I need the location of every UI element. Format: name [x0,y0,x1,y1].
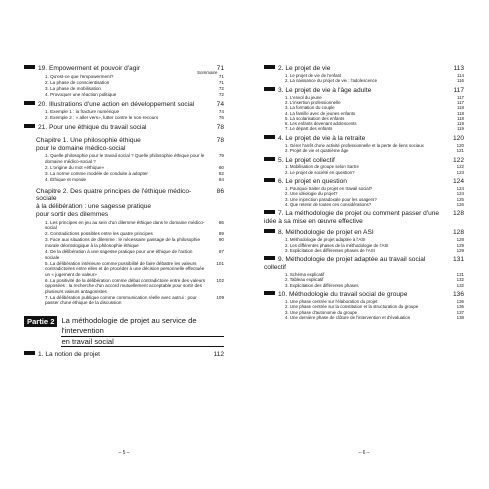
running-header: Sommaire [197,70,218,75]
page-number: 118 [457,115,464,121]
chapter-title-line: Chapitre 2. Des quatre principes de l'éthique médico-sociale [36,187,192,203]
page-number: 90 [218,237,224,243]
page-number: 119 [457,126,464,132]
toc-chapter[interactable] [24,188,224,220]
toc-subsection[interactable] [24,249,224,260]
page-number: 117 [457,100,464,106]
toc-section[interactable] [264,87,464,95]
entry-title: 5. La scolarisation des enfants [285,115,345,121]
right-folio: – 6 – [358,450,370,456]
page-number: 129 [456,247,464,253]
section-bullet-bar [24,124,35,128]
page-number: 120 [452,134,464,142]
entry-title: 2. Tableau explicatif [285,277,324,283]
entry-title: 6. Les enfants devenant adolescents [285,121,357,127]
toc-subsection[interactable] [24,92,224,98]
entry-title: 7. La méthodologie de projet ou comment passer d'une idée à sa mise en œuvre effective [264,210,440,226]
toc-subsection[interactable] [24,80,224,86]
toc-subsection[interactable] [264,315,464,320]
entry-title: 2. Le projet de société en question? [285,169,355,175]
chapter-title-line: Chapitre 1. Une philosophie éthique [36,136,141,144]
toc-subsection[interactable] [24,109,224,115]
entry-title: 1. L'envol du jeune [285,94,322,100]
part-title [61,316,224,348]
entry-title: 7. La délibération publique comme communication réelle avec autrui : pour passer d'une éthique de la discussion [45,294,197,306]
right-page [264,62,464,320]
entry-title: 1. Schéma explicatif [285,272,325,278]
toc-subsection[interactable] [24,74,224,80]
part-title-line: La méthodologie de projet au service de l'intervention [61,316,224,337]
page-number: 114 [457,73,464,79]
toc-subsection[interactable] [24,86,224,92]
page-number: 113 [453,65,464,73]
toc-section[interactable] [264,135,464,143]
entry-title: 2. Les différentes phases de la méthodologie de l'ASI [285,242,389,248]
entry-title: 3. Explicitation des différentes phases de l'ASI [285,247,375,253]
section-bullet-bar [264,229,275,233]
page-number: 86 [218,219,224,225]
toc-subsection[interactable] [24,231,224,237]
section-bullet-bar [264,135,275,139]
entry-title: 19. Empowerment et pouvoir d'agir [38,65,141,73]
toc-subsection[interactable] [264,202,464,207]
entry-title: 2. La phase de conscientisation [45,79,110,85]
page-number: 122 [456,164,464,170]
page-number: 122 [452,156,464,164]
entry-title: 2. Le projet de vie [278,65,331,73]
entry-title: 4. Éthique et morale [45,177,87,183]
section-bullet-bar [264,256,275,260]
page-number: 79 [218,153,224,159]
toc-subsection[interactable] [24,220,224,231]
page-number: 76 [218,115,224,121]
entry-title: 2. La naissance du projet de vie : l'adolescence [285,78,378,84]
entry-title: 1. La notion de projet [38,350,100,358]
page-number: 138 [456,314,464,320]
section-bullet-bar [264,210,275,214]
entry-title: 3. Explicitation des différentes phases [285,282,359,288]
page-number: 101 [216,260,224,266]
page-number: 82 [218,170,224,176]
chapter-title-line: à la délibération : une sagesse pratique [36,203,152,211]
entry-title: 5. La délibération intérieure comme possibilité de faire débattre les valeurs contradictoires entre elles et de procéder à une décision personnelle effectuée un « jugement de valeur» [45,260,205,277]
entry-title: 9. Méthodologie de projet adaptée au travail social collectif [264,256,426,272]
chapter-title-line: pour le domaine médico-social [36,144,126,152]
page-number: 129 [456,242,464,248]
section-bullet-bar [24,351,35,355]
page-number: 121 [456,148,464,154]
entry-title: 7. Le départ des enfants [285,126,333,132]
toc-subsection[interactable] [264,126,464,131]
entry-title: 2. Projet de vie et quatrième âge [285,148,349,154]
page-number: 126 [456,201,464,207]
entry-title: 3. Une phase d'autonomie du groupe [285,309,358,315]
toc-section[interactable] [24,124,224,132]
page-number: 71 [218,73,224,79]
page-number: 131 [452,256,464,264]
page-number: 123 [456,169,464,175]
page-number: 84 [218,177,224,183]
toc-subsection[interactable] [264,248,464,253]
entry-title: 4. De la délibération à une sagesse pratique pour une éthique de l'action sociale [45,249,193,260]
page-number: 74 [216,100,224,108]
page-number: 128 [456,237,464,243]
toc-subsection[interactable] [264,148,464,153]
page-number: 136 [456,299,464,305]
toc-section[interactable] [24,101,224,109]
entry-title: 1. Mobilisation de groupe selon Sartre [285,164,359,170]
entry-title: 2. Contradictions possibles entre les quatre principes [45,231,153,237]
entry-title: 3. La formation du couple [285,105,335,111]
entry-title: 6. Le projet en question [278,178,347,186]
toc-subsection[interactable] [24,177,224,183]
entry-title: 1. Gérer l'arrêt d'une activité professionnelle et la perte de liens sociaux [285,142,424,148]
toc-section[interactable] [264,178,464,186]
section-bullet-bar [264,65,275,69]
page-number: 102 [216,277,224,283]
page-number: 128 [452,229,464,237]
section-bullet-bar [264,291,275,295]
page-number: 72 [218,91,224,97]
page-number: 97 [218,249,224,255]
toc-subsection[interactable] [24,171,224,177]
page-number: 78 [216,123,224,131]
toc-subsection[interactable] [264,170,464,175]
toc-subsection[interactable] [264,283,464,288]
chapter-title-line: pour sortir des dilemmes [36,211,109,219]
page-number: 71 [216,65,224,73]
entry-title: 1. Qu'est-ce que l'empowerment? [45,73,114,79]
left-page [24,62,224,358]
entry-title: 4. Que retenir de toutes ces considérations? [285,201,372,207]
entry-title: 4. Provoquer une réaction politique [45,91,117,97]
toc-section[interactable] [264,65,464,73]
entry-title: 4. Le projet de vie à la retraite [278,134,366,142]
page-number: 119 [457,121,464,127]
part-title-line: en travail social [61,337,224,348]
page-number: 128 [452,210,464,218]
toc-subsection[interactable] [24,278,224,295]
page-number: 86 [216,187,224,195]
part-heading[interactable] [24,316,224,348]
toc-section[interactable] [264,157,464,165]
page-number: 109 [216,294,224,300]
entry-title: 3. La norme comme modèle de conduite à adopter [45,170,148,176]
page-number: 131 [456,272,464,278]
entry-title: 1. Le projet de vie de l'enfant [285,73,342,79]
entry-title: 1. Méthodologie de projet adaptée à l'ASI [285,237,366,243]
entry-title: 1. Une phase centrée sur l'élaboration du projet [285,299,378,305]
page-number: 80 [218,164,224,170]
toc-section[interactable] [264,210,464,226]
page-number: 136 [452,291,464,299]
entry-title: 10. Méthodologie du travail social de groupe [278,291,408,299]
toc-section[interactable] [24,351,224,359]
section-bullet-bar [264,87,275,91]
section-bullet-bar [24,101,35,105]
page-number: 136 [456,304,464,310]
entry-title: 6. La positivité de la délibération comme débat contradictoire entre des valeurs opposées : la recherche d'un accord mutuellement acceptable pour sortir des plusieurs valeurs antagonistes [45,277,206,294]
entry-title: 3. Face aux situations de dilemme : le nécessaire passage de la philosophie morale déontologique à la philosophie éthique [45,237,201,248]
page-number: 118 [457,110,464,116]
page-number: 117 [453,86,464,94]
page-number: 120 [456,142,464,148]
page-number: 89 [218,231,224,237]
page-number: 117 [457,94,464,100]
entry-title: 2. Une phase centrée sur la constitution et la structuration du groupe [285,304,419,310]
entry-title: 3. La phase de mobilisation [45,85,101,91]
page-number: 124 [456,186,464,192]
entry-title: 4. La famille avec de jeunes enfants [285,110,356,116]
entry-title: 1. Les principes en jeu au sein d'un dilemme éthique dans le domaine médico-social [45,219,205,231]
toc-section[interactable] [264,291,464,299]
toc-subsection[interactable] [264,78,464,83]
entry-title: 1. Pourquoi traiter du projet en travail social? [285,186,373,192]
page-number: 124 [456,191,464,197]
toc-subsection[interactable] [24,237,224,248]
entry-title: 1. Quelle philosophie pour le travail social ? Quelle philosophie éthique pour le domaine médico-social ? [45,153,205,164]
page-number: 78 [216,136,224,144]
toc-chapter[interactable] [24,137,224,153]
toc-subsection[interactable] [24,165,224,171]
page-number: 112 [213,350,224,358]
entry-title: 5. Le projet collectif [278,156,335,164]
part-tag: Partie 2 [24,316,57,327]
left-folio: – 5 – [118,450,130,456]
section-bullet-bar [24,65,35,69]
entry-title: 2. Exemple 2 : « aller vers», lutter contre le non-recours [45,115,159,121]
toc-subsection[interactable] [24,115,224,121]
entry-title: 1. Exemple 1 : la fracture numérique [45,109,120,115]
page-number: 124 [452,178,464,186]
entry-title: 4. Une dernière phase de clôture de l'intervention et d'évaluation [285,314,411,320]
toc-section[interactable] [264,256,464,272]
page-number: 116 [457,78,464,84]
page-number: 71 [218,79,224,85]
page-number: 118 [457,105,464,111]
page-number: 132 [456,282,464,288]
entry-title: 2. L'insertion professionnelle [285,100,341,106]
entry-title: 20. Illustrations d'une action en développement social [38,100,195,108]
entry-title: 3. Le projet de vie à l'âge adulte [278,86,372,94]
toc-subsection[interactable] [24,261,224,278]
page-number: 137 [456,309,464,315]
entry-title: 2. L'origine du mot «éthique» [45,164,105,170]
section-bullet-bar [264,178,275,182]
section-bullet-bar [264,157,275,161]
entry-title: 3. Une injonction paradoxale pour les usagers? [285,196,377,202]
entry-title: 21. Pour une éthique du travail social [38,123,147,131]
page-number: 72 [218,85,224,91]
entry-title: 2. Une idéologie du projet? [285,191,338,197]
entry-title: 8. Méthodologie de projet en ASI [278,229,374,237]
page-number: 125 [456,196,464,202]
toc-section[interactable] [264,229,464,237]
toc-section[interactable] [24,65,224,73]
toc-subsection[interactable] [24,153,224,164]
toc-subsection[interactable] [24,295,224,306]
page-number: 74 [218,109,224,115]
page-number: 132 [456,277,464,283]
